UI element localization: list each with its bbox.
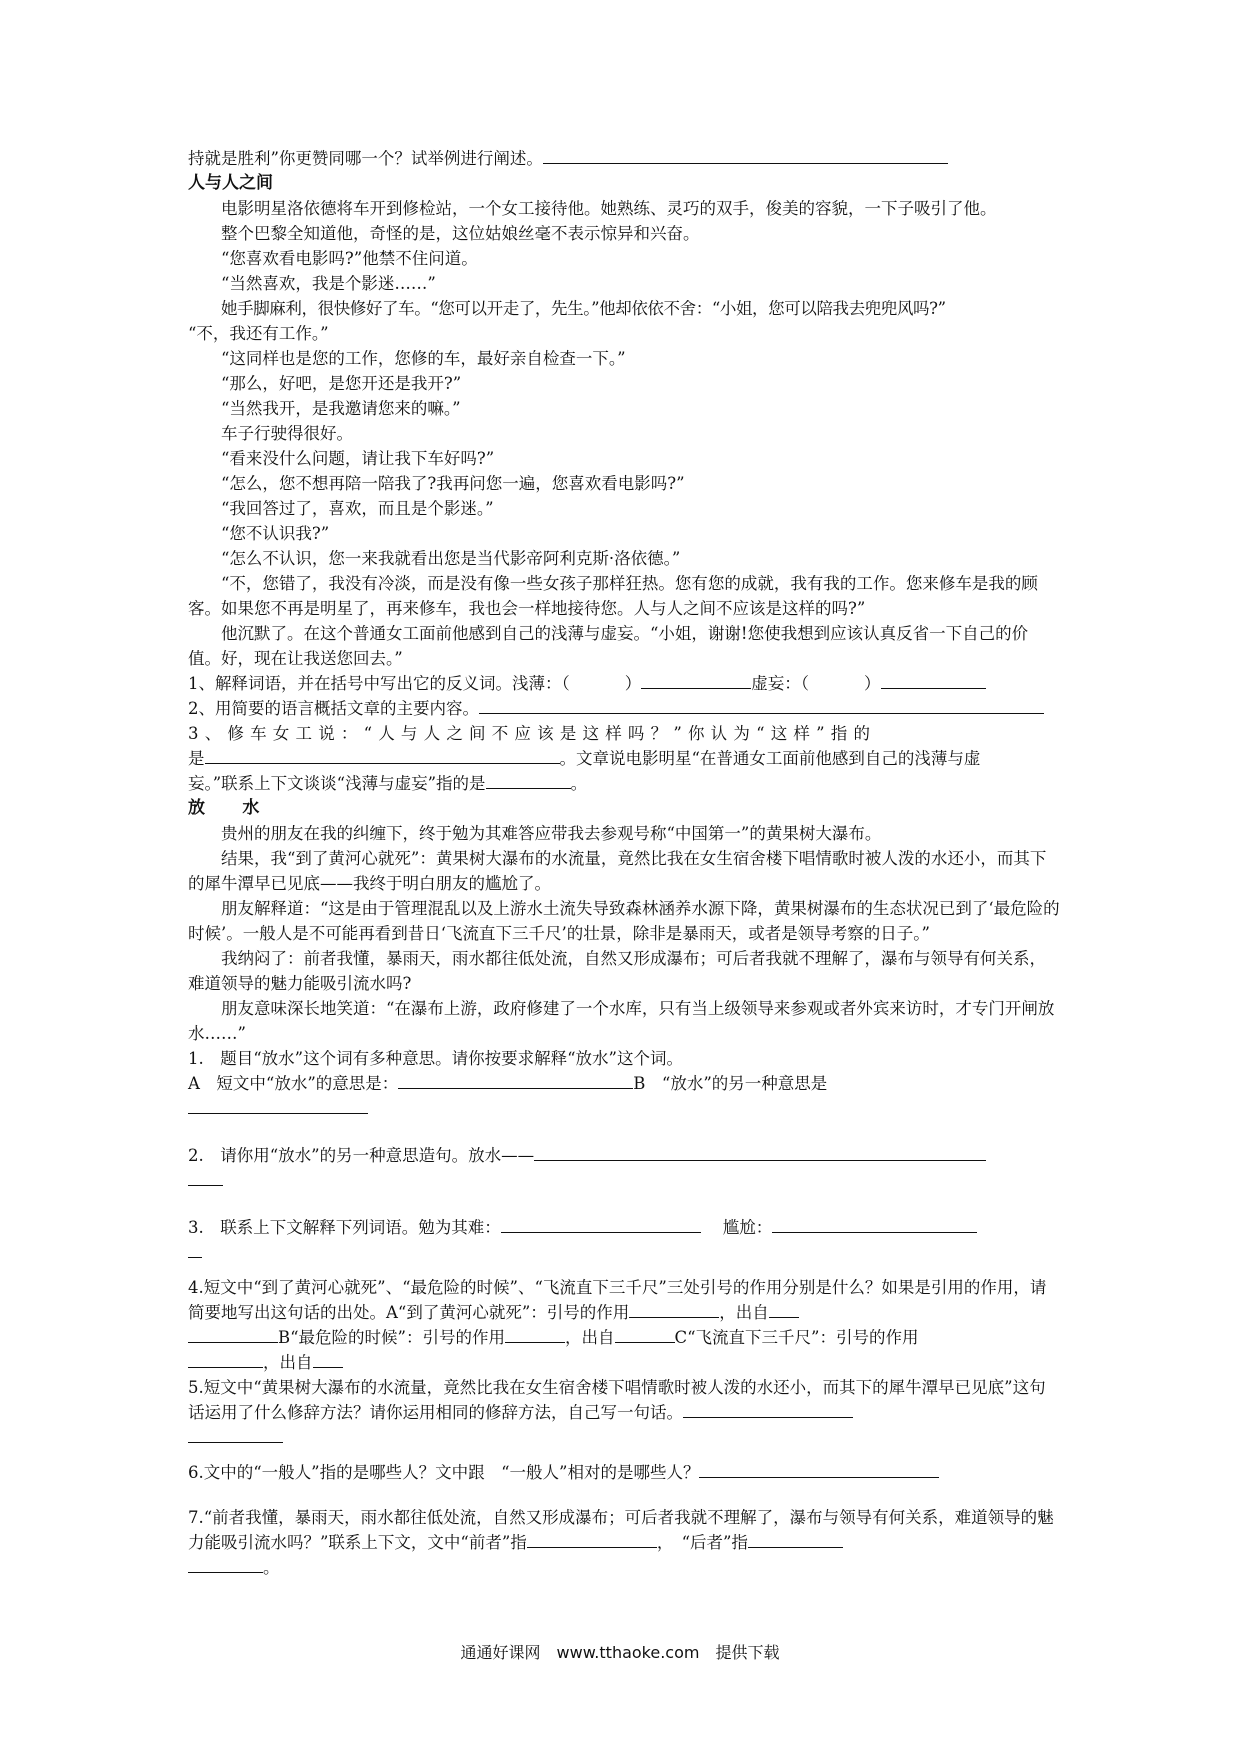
- answer-blank[interactable]: [205, 747, 560, 764]
- s1-question-3: 3、修车女工说：“人与人之间不应该是这样吗？”你认为“这样”指的: [188, 724, 877, 743]
- answer-blank[interactable]: [398, 1072, 633, 1089]
- s1-paragraph: “怎么不认识，您一来我就看出您是当代影帝阿利克斯·洛依德。”: [221, 549, 681, 568]
- s2-question-1-parts: [188, 1071, 1060, 1096]
- q1a-text: A 短文中“放水”的意思是：: [188, 1074, 399, 1093]
- q3a-text: 3. 联系上下文解释下列词语。勉为其难：: [188, 1218, 501, 1237]
- section2-title-part1: 放: [188, 798, 205, 818]
- answer-blank[interactable]: [881, 672, 986, 689]
- s1-paragraph: “您不认识我?”: [221, 524, 330, 543]
- s2-paragraph: 结果，我“到了黄河心就死”：黄果树大瀑布的水流量，竟然比我在女生宿舍楼下唱情歌时被人泼的水还小，而其下的犀牛潭早已见底——我终于明白朋友的尴尬了。: [188, 849, 1047, 893]
- q2-text: 2. 请你用“放水”的另一种意思造句。放水——: [188, 1146, 535, 1165]
- s1-paragraph: 她手脚麻利，很快修好了车。“您可以开走了，先生。”他却依依不舍：“小姐，您可以陪我去兜兜风吗?”: [221, 299, 946, 318]
- q2-text: 2、用简要的语言概括文章的主要内容。: [188, 699, 479, 718]
- section2-title-part2: 水: [242, 798, 260, 818]
- q3-text2: 。文章说电影明星“在普通女工面前他感到自己的浅薄与虚: [559, 749, 981, 768]
- q4c-text: B“最危险的时候”：引号的作用: [278, 1328, 505, 1347]
- s1-question-2: [188, 696, 1060, 721]
- answer-blank[interactable]: [188, 1097, 368, 1114]
- q1b-text: B “放水”的另一种意思是: [633, 1074, 828, 1093]
- q4-text: 4.短文中“到了黄河心就死”、“最危险的时候”、“飞流直下三千尺”三处引号的作用分别是什么？如果是引用的作用，请简要地写出这句话的出处。A“到了黄河心就死”：引号的作用: [188, 1278, 1047, 1322]
- q7-text: 7.“前者我懂，暴雨天，雨水都往低处流，自然又形成瀑布；可后者我就不理解了，瀑布与领导有何关系，难道领导的魅力能吸引流水吗？”联系上下文，文中“前者”指: [188, 1508, 1054, 1552]
- answer-blank[interactable]: [479, 697, 1044, 714]
- s2-paragraph: 我纳闷了：前者我懂，暴雨天，雨水都往低处流，自然又形成瀑布；可后者我就不理解了，瀑布与领导有何关系，难道领导的魅力能吸引流水吗?: [188, 949, 1046, 993]
- s1-paragraph: 他沉默了。在这个普通女工面前他感到自己的浅薄与虚妄。“小姐，谢谢!您使我想到应该认真反省一下自己的价值。好，现在让我送您回去。”: [188, 624, 1029, 668]
- q4d-text: ，出自: [565, 1328, 615, 1347]
- s1-paragraph: “您喜欢看电影吗?”他禁不住问道。: [221, 249, 478, 268]
- answer-blank[interactable]: [188, 1169, 223, 1186]
- q1-text2: 虚妄：（: [751, 674, 809, 693]
- worksheet-page: [188, 146, 1060, 1580]
- s2-paragraph: 朋友解释道：“这是由于管理混乱以及上游水土流失导致森林涵养水源下降，黄果树瀑布的生态状况已到了‘最危险的时候’。一般人是不可能再看到昔日‘飞流直下三千尺’的壮景，除非是暴雨天，或者是领导考察的日子。”: [188, 899, 1060, 943]
- s2-paragraph: 贵州的朋友在我的纠缠下，终于勉为其难答应带我去参观号称“中国第一”的黄果树大瀑布。: [221, 824, 882, 843]
- answer-blank[interactable]: [543, 147, 948, 164]
- page-footer: 通通好课网 www.tthaoke.com 提供下载: [460, 1643, 780, 1662]
- answer-blank[interactable]: [313, 1351, 343, 1368]
- q5-text: 5.短文中“黄果树大瀑布的水流量，竟然比我在女生宿舍楼下唱情歌时被人泼的水还小，而其下的犀牛潭早已见底”这句话运用了什么修辞方法？请你运用相同的修辞方法，自己写一句话。: [188, 1378, 1046, 1422]
- q1-paren-close: ）: [624, 674, 642, 693]
- s2-q5-line: [188, 1425, 1060, 1450]
- s2-question-7: [188, 1505, 1060, 1580]
- q3b-text: 尴尬：: [722, 1218, 773, 1237]
- q7c-text: 。: [263, 1558, 280, 1577]
- s1-paragraph: “不，我还有工作。”: [188, 324, 329, 343]
- q3-text4: 。: [570, 774, 588, 793]
- s2-question-5: [188, 1375, 1060, 1425]
- answer-blank[interactable]: [188, 1351, 263, 1368]
- answer-blank[interactable]: [188, 1241, 202, 1258]
- section2-title: [188, 796, 1060, 821]
- answer-blank[interactable]: [748, 1531, 843, 1548]
- s2-q3-line: [188, 1240, 1060, 1265]
- s1-paragraph: “不，您错了，我没有冷淡，而是没有像一些女孩子那样狂热。您有您的成就，我有我的工作。您来修车是我的顾客。如果您不再是明星了，再来修车，我也会一样地接待您。人与人之间不应该是这样的吗?”: [188, 574, 1038, 618]
- answer-blank[interactable]: [699, 1461, 939, 1478]
- s2-question-3: [188, 1215, 1060, 1240]
- top-line: [188, 146, 1060, 171]
- answer-blank[interactable]: [527, 1531, 657, 1548]
- s1-paragraph: 车子行驶得很好。: [221, 424, 353, 443]
- q6-text: 6.文中的“一般人”指的是哪些人？文中跟 “一般人”相对的是哪些人？: [188, 1463, 700, 1482]
- s2-q1-line: [188, 1096, 1060, 1121]
- answer-blank[interactable]: [615, 1326, 675, 1343]
- answer-blank[interactable]: [772, 1216, 977, 1233]
- top-line-text: 持就是胜利”你更赞同哪一个？试举例进行阐述。: [188, 149, 543, 168]
- s2-question-6: [188, 1460, 1060, 1485]
- s1-paragraph: “我回答过了，喜欢，而且是个影迷。”: [221, 499, 494, 518]
- s1-question-3-end: [188, 771, 1060, 796]
- s1-paragraph: “那么，好吧，是您开还是我开?”: [221, 374, 462, 393]
- q3-text3: 妄。”联系上下文谈谈“浅薄与虚妄”指的是: [188, 774, 486, 793]
- answer-blank[interactable]: [486, 772, 571, 789]
- answer-blank[interactable]: [683, 1401, 853, 1418]
- q4f-text: ，出自: [263, 1353, 313, 1372]
- s1-paragraph: “这同样也是您的工作，您修的车，最好亲自检查一下。”: [221, 349, 626, 368]
- q3-text: 是: [188, 749, 205, 768]
- s1-paragraph: “当然喜欢，我是个影迷……”: [221, 274, 436, 293]
- s1-paragraph: “怎么，您不想再陪一陪我了?我再问您一遍，您喜欢看电影吗?”: [221, 474, 685, 493]
- answer-blank[interactable]: [188, 1556, 263, 1573]
- section1-title: 人与人之间: [188, 173, 273, 193]
- answer-blank[interactable]: [188, 1426, 283, 1443]
- s1-paragraph: 电影明星洛依德将车开到修检站，一个女工接待他。她熟练、灵巧的双手，俊美的容貌，一下子吸引了他。: [221, 199, 997, 218]
- q1-paren-close2: ）: [864, 674, 881, 693]
- s2-question-2: [188, 1143, 1060, 1168]
- s1-paragraph: 整个巴黎全知道他，奇怪的是，这位姑娘丝毫不表示惊异和兴奋。: [221, 224, 700, 243]
- s1-paragraph: “看来没什么问题，请让我下车好吗?”: [221, 449, 495, 468]
- answer-blank[interactable]: [501, 1216, 701, 1233]
- answer-blank[interactable]: [641, 672, 751, 689]
- s2-q2-line: [188, 1168, 1060, 1193]
- q4e-text: C“飞流直下三千尺”：引号的作用: [674, 1328, 919, 1347]
- q7b-text: ， “后者”指: [656, 1533, 748, 1552]
- s1-question-3-cont: [188, 746, 1060, 771]
- answer-blank[interactable]: [188, 1326, 278, 1343]
- s2-question-4: [188, 1275, 1060, 1375]
- answer-blank[interactable]: [629, 1301, 719, 1318]
- answer-blank[interactable]: [505, 1326, 565, 1343]
- s1-paragraph: “当然我开，是我邀请您来的嘛。”: [221, 399, 461, 418]
- answer-blank[interactable]: [769, 1301, 799, 1318]
- s2-question-1: 1. 题目“放水”这个词有多种意思。请你按要求解释“放水”这个词。: [188, 1049, 683, 1068]
- q4b-text: ，出自: [719, 1303, 769, 1322]
- s2-paragraph: 朋友意味深长地笑道：“在瀑布上游，政府修建了一个水库，只有当上级领导来参观或者外宾来访时，才专门开闸放水……”: [188, 999, 1055, 1043]
- answer-blank[interactable]: [534, 1144, 986, 1161]
- s1-question-1: [188, 671, 1060, 696]
- q1-text: 1、解释词语，并在括号中写出它的反义词。浅薄：（: [188, 674, 570, 693]
